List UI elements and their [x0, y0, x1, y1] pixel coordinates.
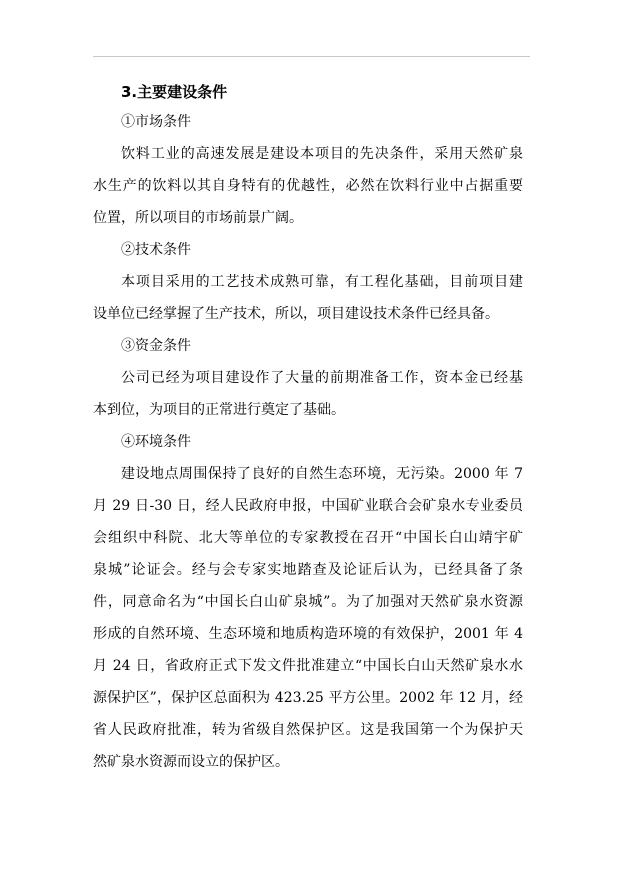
document-body: [93, 78, 523, 778]
subhead-market: ①市场条件: [121, 114, 191, 130]
header-rule: [93, 56, 530, 57]
paragraph-line: 件，同意命名为“中国长白山矿泉城”。为了加强对天然矿泉水资源: [93, 594, 523, 610]
paragraph-line: 本项目采用的工艺技术成熟可靠，有工程化基础，目前项目建: [121, 274, 523, 290]
paragraph-line: 设单位已经掌握了生产技术，所以，项目建设技术条件已经具备。: [93, 306, 499, 322]
paragraph-line: 位置，所以项目的市场前景广阔。: [93, 210, 303, 226]
paragraph-market: [93, 138, 523, 234]
paragraph-line: 形成的自然环境、生态环境和地质构造环境的有效保护，2001 年 4: [93, 626, 523, 642]
paragraph-line: 会组织中科院、北大等单位的专家教授在召开“中国长白山靖宇矿: [93, 530, 523, 546]
paragraph-line: 饮料工业的高速发展是建设本项目的先决条件，采用天然矿泉: [121, 146, 523, 162]
paragraph-technology: [93, 266, 523, 330]
paragraph-line: 本到位，为项目的正常进行奠定了基础。: [93, 402, 345, 418]
subhead-technology: ②技术条件: [121, 242, 191, 258]
paragraph-line: 月 24 日，省政府正式下发文件批准建立“中国长白山天然矿泉水水: [93, 658, 523, 674]
paragraph-funding: [93, 362, 523, 426]
paragraph-line: 月 29 日-30 日，经人民政府申报，中国矿业联合会矿泉水专业委员: [93, 498, 523, 514]
paragraph-line: 省人民政府批准，转为省级自然保护区。这是我国第一个为保护天: [93, 722, 523, 738]
paragraph-line: 公司已经为项目建设作了大量的前期准备工作，资本金已经基: [121, 370, 523, 386]
paragraph-line: 泉城”论证会。经与会专家实地踏查及论证后认为，已经具备了条: [93, 562, 523, 578]
paragraph-line: 水生产的饮料以其自身特有的优越性，必然在饮料行业中占据重要: [93, 178, 523, 194]
paragraph-line: 源保护区”，保护区总面积为 423.25 平方公里。2002 年 12 月，经: [93, 690, 523, 706]
paragraph-environment: [93, 458, 523, 778]
subhead-funding: ③资金条件: [121, 338, 191, 354]
section-heading: 3.主要建设条件: [121, 83, 228, 101]
paragraph-line: 建设地点周围保持了良好的自然生态环境，无污染。2000 年 7: [121, 466, 523, 482]
subhead-environment: ④环境条件: [121, 434, 191, 450]
paragraph-line: 然矿泉水资源而设立的保护区。: [93, 754, 289, 770]
